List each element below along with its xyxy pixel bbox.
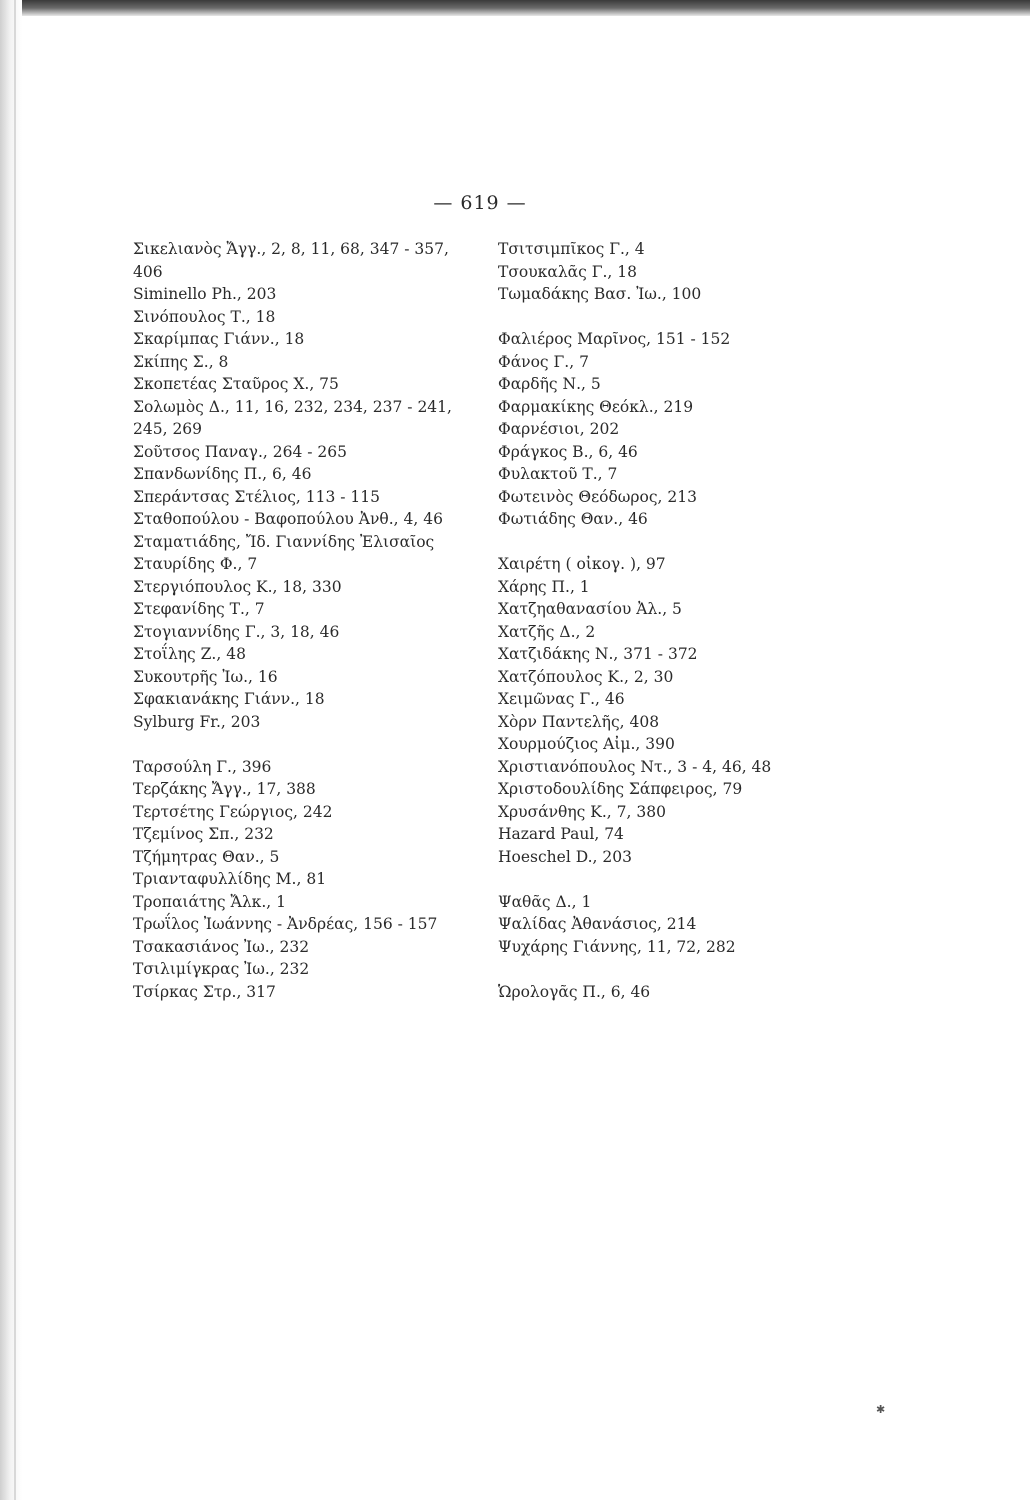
index-entry: Στεργιόπουλος Κ., 18, 330 bbox=[133, 577, 342, 596]
index-entry: Σταματιάδης, Ἴδ. Γιαννίδης Ἐλισαῖος bbox=[133, 532, 435, 551]
index-entry: Σπανδωνίδης Π., 6, 46 bbox=[133, 465, 312, 483]
index-entry: Τσακασιάνος Ἰω., 232 bbox=[133, 937, 310, 956]
index-entry: Χάρης Π., 1 bbox=[498, 577, 590, 596]
index-entry: Σολωμὸς Δ., 11, 16, 232, 234, 237 - 241, bbox=[133, 397, 452, 416]
index-column-right bbox=[498, 238, 818, 1003]
index-entry: Τσιτσιμπῖκος Γ., 4 bbox=[498, 240, 645, 258]
index-entry: Τσίρκας Στρ., 317 bbox=[133, 982, 276, 1001]
index-entry: Τερτσέτης Γεώργιος, 242 bbox=[133, 802, 333, 821]
index-entry: Siminello Ph., 203 bbox=[133, 285, 277, 303]
index-entry: 406 bbox=[133, 262, 163, 281]
index-entry: Σκοπετέας Σταῦρος Χ., 75 bbox=[133, 375, 339, 393]
scan-left-edge bbox=[0, 0, 22, 1500]
index-entry: Hoeschel D., 203 bbox=[498, 847, 632, 866]
index-entry: Ψυχάρης Γιάννης, 11, 72, 282 bbox=[498, 937, 736, 956]
index-entry: Σταθοπούλου - Βαφοπούλου Ἀνθ., 4, 46 bbox=[133, 510, 443, 528]
index-entry: Τζεμίνος Σπ., 232 bbox=[133, 825, 274, 843]
index-entry: Φαρμακίκης Θεόκλ., 219 bbox=[498, 397, 694, 416]
index-entry: Χατζηαθανασίου Ἀλ., 5 bbox=[498, 600, 682, 618]
index-entry: Τσουκαλᾶς Γ., 18 bbox=[498, 262, 637, 281]
index-entry: Φαρνέσιοι, 202 bbox=[498, 420, 620, 438]
index-entry: Φάνος Γ., 7 bbox=[498, 352, 589, 371]
index-entry: Sylburg Fr., 203 bbox=[133, 712, 261, 731]
index-entry: Φράγκος Β., 6, 46 bbox=[498, 442, 638, 461]
print-speck: ✱ bbox=[876, 1403, 886, 1416]
index-entry: Ὡρολογᾶς Π., 6, 46 bbox=[498, 982, 651, 1001]
index-entry: Χατζῆς Δ., 2 bbox=[498, 622, 596, 641]
section-gap bbox=[498, 531, 818, 554]
index-entry: 245, 269 bbox=[133, 420, 203, 438]
index-entry: Τρωΐλος Ἰωάννης - Ἀνδρέας, 156 - 157 bbox=[133, 915, 438, 933]
index-entry: Σταυρίδης Φ., 7 bbox=[133, 555, 258, 573]
index-entry: Τωμαδάκης Βασ. Ἰω., 100 bbox=[498, 285, 702, 303]
index-entry: Σοῦτσος Παναγ., 264 - 265 bbox=[133, 442, 347, 461]
index-entry: Συκουτρῆς Ἰω., 16 bbox=[133, 667, 278, 686]
index-entry: Χαιρέτη ( οἰκογ. ), 97 bbox=[498, 555, 666, 573]
index-entry: Χριστιανόπουλος Ντ., 3 - 4, 46, 48 bbox=[498, 757, 772, 776]
index-entry: Φαλιέρος Μαρῖνος, 151 - 152 bbox=[498, 330, 731, 348]
index-entry: Χρυσάνθης Κ., 7, 380 bbox=[498, 802, 666, 821]
index-entry: Φαρδῆς Ν., 5 bbox=[498, 375, 601, 393]
index-entry: Χατζόπουλος Κ., 2, 30 bbox=[498, 667, 674, 686]
index-entry: Σκαρίμπας Γιάνν., 18 bbox=[133, 330, 305, 348]
index-entry: Σικελιανὸς Ἄγγ., 2, 8, 11, 68, 347 - 357, bbox=[133, 240, 449, 258]
index-entry: Ταρσούλη Γ., 396 bbox=[133, 757, 272, 776]
index-entry: Τζήμητρας Θαν., 5 bbox=[133, 847, 280, 866]
section-gap bbox=[498, 868, 818, 891]
index-entry: Σινόπουλος Τ., 18 bbox=[133, 307, 276, 326]
index-entry: Χειμῶνας Γ., 46 bbox=[498, 690, 625, 708]
index-entry: Τερζάκης Ἄγγ., 17, 388 bbox=[133, 780, 316, 798]
index-entry: Φωτιάδης Θαν., 46 bbox=[498, 510, 648, 528]
index-entry: Χατζιδάκης Ν., 371 - 372 bbox=[498, 645, 698, 663]
index-entry: Φυλακτοῦ Τ., 7 bbox=[498, 465, 618, 483]
binding-line bbox=[14, 0, 16, 1500]
index-entry: Στογιαννίδης Γ., 3, 18, 46 bbox=[133, 622, 340, 641]
index-column-left bbox=[133, 238, 473, 1003]
index-entry: Τσιλιμίγκρας Ἰω., 232 bbox=[133, 960, 310, 978]
index-entry: Σφακιανάκης Γιάνν., 18 bbox=[133, 690, 325, 708]
index-entry: Χριστοδουλίδης Σάπφειρος, 79 bbox=[498, 780, 743, 798]
index-entry: Σκίπης Σ., 8 bbox=[133, 352, 229, 371]
index-entry: Χὸρν Παντελῆς, 408 bbox=[498, 712, 660, 731]
section-gap bbox=[498, 306, 818, 329]
section-gap bbox=[133, 733, 473, 756]
index-entry: Χουρμούζιος Αἰμ., 390 bbox=[498, 735, 675, 753]
index-entry: Τροπαιάτης Ἄλκ., 1 bbox=[133, 892, 286, 911]
index-entry: Σπεράντσας Στέλιος, 113 - 115 bbox=[133, 487, 381, 506]
index-entry: Στοΐλης Ζ., 48 bbox=[133, 645, 246, 663]
page-number: — 619 — bbox=[433, 192, 527, 214]
index-entry: Ψαθᾶς Δ., 1 bbox=[498, 892, 592, 911]
index-entry: Ψαλίδας Ἀθανάσιος, 214 bbox=[498, 915, 697, 933]
index-entry: Στεφανίδης Τ., 7 bbox=[133, 600, 265, 618]
section-gap bbox=[498, 958, 818, 981]
index-entry: Hazard Paul, 74 bbox=[498, 825, 624, 843]
index-entry: Φωτεινὸς Θεόδωρος, 213 bbox=[498, 487, 697, 506]
index-entry: Τριανταφυλλίδης Μ., 81 bbox=[133, 870, 327, 888]
scan-top-edge bbox=[0, 0, 1030, 16]
